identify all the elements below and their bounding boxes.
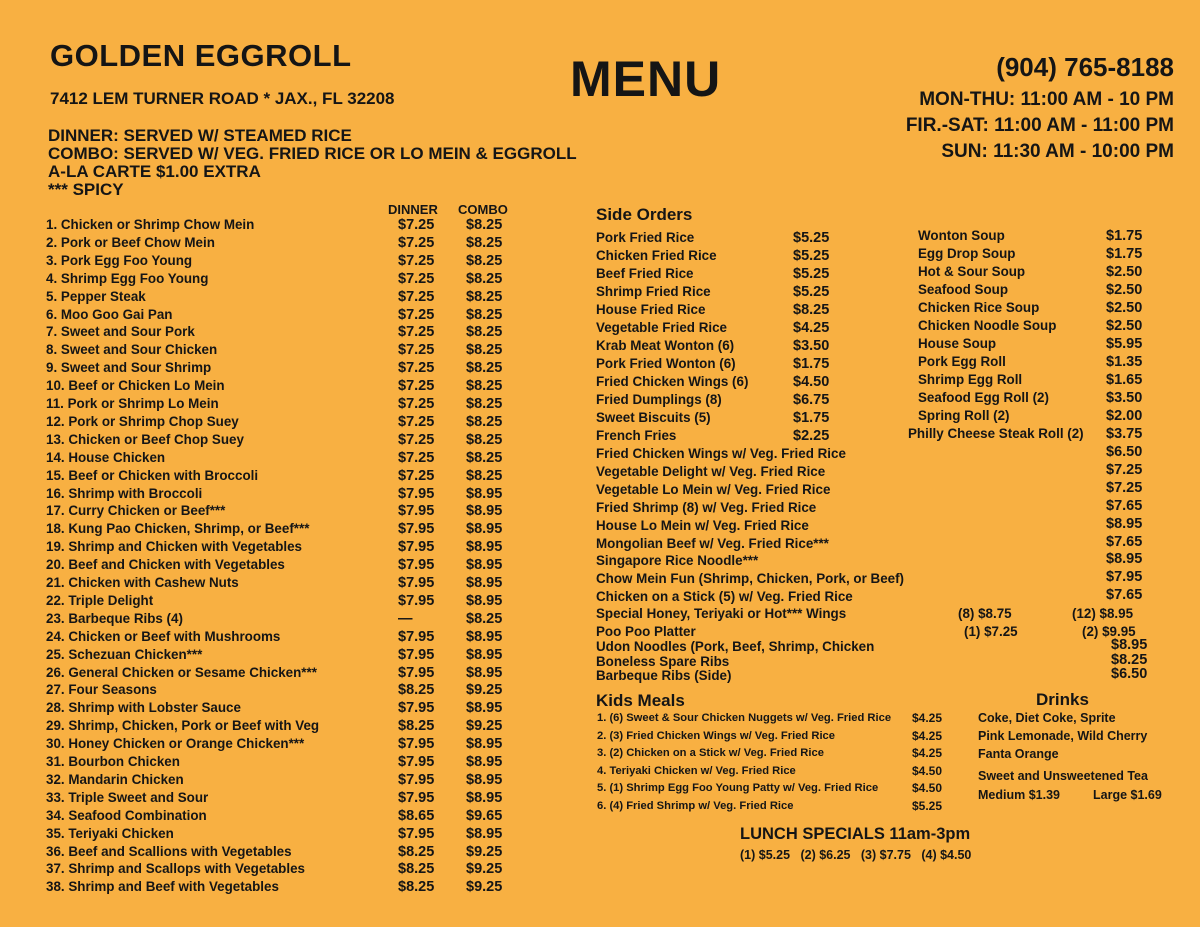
- menu-item-name: 26. General Chicken or Sesame Chicken***: [46, 664, 317, 680]
- menu-item-combo-price: $8.95: [466, 592, 503, 609]
- side-order-name: Chicken Fried Rice: [596, 248, 717, 263]
- menu-item-dinner-price: $7.25: [398, 378, 435, 395]
- menu-item-name: 5. Pepper Steak: [46, 288, 146, 304]
- kids-meal-price: $4.50: [912, 781, 943, 796]
- menu-item-combo-price: $8.25: [466, 217, 503, 233]
- side-tail-price: $8.95: [1111, 637, 1148, 653]
- menu-item-combo-price: $8.95: [466, 700, 503, 717]
- side-order-name: Sweet Biscuits (5): [596, 410, 711, 425]
- soup-roll-price: $2.50: [1106, 318, 1143, 334]
- menu-item-dinner-price: $7.25: [398, 306, 435, 323]
- menu-item-name: 7. Sweet and Sour Pork: [46, 324, 195, 340]
- menu-item-combo-price: $8.25: [466, 270, 503, 287]
- kids-meal-name: 1. (6) Sweet & Sour Chicken Nuggets w/ Veg. Fried Rice: [597, 712, 892, 724]
- menu-item-combo-price: $8.95: [466, 539, 503, 556]
- menu-item-name: 24. Chicken or Beef with Mushrooms: [46, 628, 281, 644]
- side-order-name: Fried Chicken Wings (6): [596, 374, 749, 389]
- side-tail-price: $6.50: [1111, 666, 1148, 682]
- drinks-line-3: Fanta Orange: [978, 747, 1059, 761]
- menu-item-combo-price: $8.25: [466, 234, 503, 251]
- menu-item-name: 12. Pork or Shrimp Chop Suey: [46, 413, 239, 429]
- menu-item-combo-price: $8.95: [466, 628, 503, 645]
- menu-item-dinner-price: $7.25: [398, 467, 435, 484]
- side-order-price: $1.75: [793, 356, 830, 372]
- menu-item-dinner-price: $7.95: [398, 754, 435, 770]
- menu-item-dinner-price: $8.25: [398, 861, 435, 878]
- kids-meal-name: 6. (4) Fried Shrimp w/ Veg. Fried Rice: [597, 800, 794, 812]
- menu-item-name: 10. Beef or Chicken Lo Mein: [46, 378, 225, 394]
- side-orders-title: Side Orders: [596, 205, 693, 224]
- menu-item-name: 33. Triple Sweet and Sour: [46, 789, 209, 805]
- menu-item-name: 36. Beef and Scallions with Vegetables: [46, 843, 292, 859]
- menu-item-dinner-price: $7.95: [398, 539, 435, 556]
- menu-item-dinner-price: $7.25: [398, 324, 435, 341]
- menu-item-dinner-price: $8.65: [398, 807, 435, 824]
- menu-item-dinner-price: $7.95: [398, 557, 435, 574]
- side-order-price: $5.25: [793, 266, 830, 282]
- side-tail-name: Udon Noodles (Pork, Beef, Shrimp, Chicken: [596, 639, 875, 654]
- menu-item-dinner-price: $7.95: [398, 485, 435, 502]
- soup-roll-name: Chicken Noodle Soup: [918, 318, 1057, 333]
- menu-item-combo-price: $8.95: [466, 503, 503, 520]
- soup-roll-price: $1.35: [1106, 354, 1143, 370]
- side-tail-name: Barbeque Ribs (Side): [596, 668, 732, 683]
- kids-meal-price: $4.25: [912, 746, 943, 761]
- side-order-price: $4.50: [793, 374, 830, 390]
- menu-item-dinner-price: $7.25: [398, 288, 435, 305]
- side-tail-name: Boneless Spare Ribs: [596, 653, 730, 669]
- menu-item-combo-price: $8.25: [466, 252, 503, 269]
- menu-item-combo-price: $9.25: [466, 682, 503, 699]
- restaurant-address: 7412 LEM TURNER ROAD * JAX., FL 32208: [50, 89, 395, 108]
- side-order-price: $8.25: [793, 302, 830, 318]
- drinks-title: Drinks: [1036, 690, 1089, 709]
- menu-item-combo-price: $8.25: [466, 610, 503, 627]
- side-special-price: $6.50: [1106, 444, 1143, 460]
- menu-item-combo-price: $8.25: [466, 413, 503, 430]
- side-tail-price: $8.25: [1111, 651, 1148, 668]
- soup-roll-price: $2.50: [1106, 282, 1143, 298]
- side-special-price: $7.65: [1106, 533, 1143, 550]
- lunch-specials-prices: (1) $5.25 (2) $6.25 (3) $7.75 (4) $4.50: [740, 848, 972, 862]
- soup-roll-price: $2.00: [1106, 408, 1143, 424]
- menu-item-name: 25. Schezuan Chicken***: [46, 646, 203, 662]
- menu-item-dinner-price: $7.95: [398, 575, 435, 591]
- menu-item-name: 13. Chicken or Beef Chop Suey: [46, 431, 244, 447]
- side-order-price: $3.50: [793, 338, 830, 354]
- lunch-specials-title: LUNCH SPECIALS 11am-3pm: [740, 825, 971, 843]
- column-header-combo: COMBO: [458, 202, 508, 217]
- menu-item-name: 14. House Chicken: [46, 449, 166, 465]
- side-order-name: French Fries: [596, 428, 677, 443]
- drinks-line-4: Sweet and Unsweetened Tea: [978, 769, 1148, 783]
- side-order-name: Pork Fried Wonton (6): [596, 356, 736, 371]
- menu-item-name: 18. Kung Pao Chicken, Shrimp, or Beef***: [46, 521, 310, 537]
- side-order-name: House Fried Rice: [596, 302, 706, 317]
- menu-item-dinner-price: —: [398, 610, 413, 627]
- soup-roll-name: Seafood Egg Roll (2): [918, 390, 1049, 405]
- soup-roll-name: Seafood Soup: [918, 282, 1009, 297]
- side-order-price: $5.25: [793, 248, 830, 264]
- menu-item-combo-price: $9.25: [466, 861, 503, 878]
- soup-roll-name: Philly Cheese Steak Roll (2): [908, 426, 1084, 441]
- menu-item-combo-price: $8.25: [466, 306, 503, 323]
- side-special-price: $7.65: [1106, 587, 1143, 604]
- soup-roll-price: $3.50: [1106, 390, 1143, 406]
- menu-title: MENU: [570, 51, 722, 107]
- menu-item-dinner-price: $7.95: [398, 700, 435, 717]
- menu-item-combo-price: $8.25: [466, 467, 503, 484]
- kids-meal-price: $5.25: [912, 799, 943, 813]
- soup-roll-price: $3.75: [1106, 426, 1143, 442]
- menu-item-combo-price: $8.95: [466, 521, 503, 538]
- side-order-name: Shrimp Fried Rice: [596, 284, 711, 299]
- menu-item-dinner-price: $7.95: [398, 789, 435, 806]
- menu-item-name: 17. Curry Chicken or Beef***: [46, 503, 226, 519]
- side-special-price: $7.25: [1106, 461, 1143, 478]
- menu-item-name: 37. Shrimp and Scallops with Vegetables: [46, 861, 305, 877]
- poo-poo-platter-opt2: (2) $9.95: [1082, 624, 1136, 639]
- soup-roll-name: Chicken Rice Soup: [918, 300, 1040, 315]
- menu-item-dinner-price: $7.95: [398, 646, 435, 663]
- side-order-price: $5.25: [793, 284, 830, 300]
- side-order-name: Vegetable Fried Rice: [596, 320, 727, 335]
- menu-item-combo-price: $8.25: [466, 360, 503, 377]
- side-special-price: $7.95: [1106, 569, 1143, 586]
- menu-item-name: 35. Teriyaki Chicken: [46, 825, 174, 841]
- soup-roll-price: $1.65: [1106, 372, 1143, 388]
- soup-roll-price: $2.50: [1106, 264, 1143, 280]
- side-order-price: $1.75: [793, 410, 830, 426]
- menu-item-dinner-price: $7.95: [398, 664, 435, 681]
- soup-roll-price: $1.75: [1106, 246, 1143, 262]
- menu-item-dinner-price: $7.25: [398, 413, 435, 430]
- side-special-name: Mongolian Beef w/ Veg. Fried Rice***: [596, 535, 829, 551]
- side-special-name: Chow Mein Fun (Shrimp, Chicken, Pork, or Beef): [596, 571, 905, 587]
- menu-item-combo-price: $8.95: [466, 825, 503, 842]
- menu-item-combo-price: $8.25: [466, 396, 503, 412]
- phone-number: (904) 765-8188: [996, 52, 1174, 82]
- menu-item-name: 6. Moo Goo Gai Pan: [46, 306, 173, 322]
- menu-item-dinner-price: $7.95: [398, 592, 435, 609]
- menu-item-combo-price: $8.95: [466, 646, 503, 663]
- menu-item-name: 27. Four Seasons: [46, 682, 157, 698]
- poo-poo-platter-name: Poo Poo Platter: [596, 624, 696, 639]
- menu-item-name: 23. Barbeque Ribs (4): [46, 610, 183, 626]
- menu-item-name: 30. Honey Chicken or Orange Chicken***: [46, 736, 305, 752]
- menu-item-name: 38. Shrimp and Beef with Vegetables: [46, 879, 279, 895]
- menu-item-dinner-price: $8.25: [398, 843, 435, 860]
- soup-roll-name: House Soup: [918, 336, 997, 351]
- column-header-dinner: DINNER: [388, 202, 438, 217]
- side-special-price: $7.25: [1106, 479, 1143, 496]
- menu-item-name: 34. Seafood Combination: [46, 807, 207, 823]
- menu-item-dinner-price: $7.95: [398, 736, 435, 753]
- side-order-price: $2.25: [793, 428, 830, 444]
- menu-item-combo-price: $8.95: [466, 575, 503, 591]
- side-special-price: $8.95: [1106, 551, 1143, 568]
- menu-item-dinner-price: $7.95: [398, 503, 435, 520]
- special-wings-name: Special Honey, Teriyaki or Hot*** Wings: [596, 606, 847, 621]
- menu-item-dinner-price: $7.25: [398, 342, 435, 359]
- soup-roll-name: Pork Egg Roll: [918, 354, 1006, 369]
- drinks-line-2: Pink Lemonade, Wild Cherry: [978, 729, 1148, 743]
- kids-meal-name: 2. (3) Fried Chicken Wings w/ Veg. Fried Rice: [597, 729, 836, 742]
- menu-item-dinner-price: $7.95: [398, 521, 435, 538]
- menu-item-name: 20. Beef and Chicken with Vegetables: [46, 557, 285, 573]
- menu-item-dinner-price: $8.25: [398, 718, 435, 735]
- special-wings-opt2: (12) $8.95: [1072, 606, 1134, 621]
- note-dinner: DINNER: SERVED W/ STEAMED RICE: [48, 126, 352, 145]
- soup-roll-name: Wonton Soup: [918, 228, 1005, 243]
- side-special-name: Chicken on a Stick (5) w/ Veg. Fried Rice: [596, 589, 853, 605]
- side-order-name: Fried Dumplings (8): [596, 392, 722, 407]
- menu-item-name: 19. Shrimp and Chicken with Vegetables: [46, 539, 302, 555]
- menu-item-dinner-price: $7.25: [398, 449, 435, 466]
- kids-meal-price: $4.50: [912, 763, 943, 778]
- menu-item-combo-price: $8.95: [466, 754, 503, 770]
- side-special-price: $8.95: [1106, 515, 1143, 532]
- menu-item-name: 28. Shrimp with Lobster Sauce: [46, 700, 241, 716]
- hours-sun: SUN: 11:30 AM - 10:00 PM: [941, 141, 1174, 162]
- menu-item-name: 8. Sweet and Sour Chicken: [46, 342, 218, 358]
- side-order-name: Krab Meat Wonton (6): [596, 338, 735, 353]
- kids-meal-name: 5. (1) Shrimp Egg Foo Young Patty w/ Veg. Fried Rice: [597, 782, 879, 795]
- kids-meal-name: 3. (2) Chicken on a Stick w/ Veg. Fried Rice: [597, 747, 824, 760]
- menu-item-combo-price: $8.95: [466, 736, 503, 753]
- menu-item-dinner-price: $7.95: [398, 825, 435, 842]
- soup-roll-name: Spring Roll (2): [918, 408, 1010, 423]
- menu-item-combo-price: $9.25: [466, 718, 503, 735]
- side-order-price: $5.25: [793, 230, 830, 246]
- menu-item-name: 4. Shrimp Egg Foo Young: [46, 270, 209, 286]
- menu-item-dinner-price: $7.95: [398, 628, 435, 645]
- menu-item-combo-price: $8.95: [466, 771, 503, 788]
- menu-item-dinner-price: $7.25: [398, 431, 435, 448]
- note-a-la-carte: A-LA CARTE $1.00 EXTRA: [48, 162, 261, 181]
- side-special-name: Fried Shrimp (8) w/ Veg. Fried Rice: [596, 499, 817, 515]
- drinks-medium: Medium $1.39: [978, 788, 1060, 802]
- menu-item-dinner-price: $7.25: [398, 217, 435, 233]
- poo-poo-platter-opt1: (1) $7.25: [964, 624, 1018, 639]
- menu-item-combo-price: $8.25: [466, 449, 503, 466]
- menu-item-combo-price: $8.25: [466, 431, 503, 448]
- menu-item-name: 15. Beef or Chicken with Broccoli: [46, 467, 259, 483]
- side-order-price: $6.75: [793, 392, 830, 408]
- menu-item-combo-price: $8.95: [466, 557, 503, 574]
- menu-item-dinner-price: $7.95: [398, 771, 435, 788]
- hours-fri-sat: FIR.-SAT: 11:00 AM - 11:00 PM: [905, 115, 1174, 136]
- menu-item-combo-price: $8.95: [466, 664, 503, 681]
- kids-meal-price: $4.25: [912, 728, 943, 743]
- side-order-name: Pork Fried Rice: [596, 230, 695, 245]
- menu-item-combo-price: $8.25: [466, 288, 503, 305]
- note-spicy: *** SPICY: [48, 180, 124, 199]
- menu-item-combo-price: $8.25: [466, 324, 503, 341]
- kids-meal-name: 4. Teriyaki Chicken w/ Veg. Fried Rice: [597, 764, 796, 777]
- soup-roll-name: Shrimp Egg Roll: [918, 372, 1023, 387]
- menu-item-dinner-price: $8.25: [398, 682, 435, 699]
- menu-item-name: 21. Chicken with Cashew Nuts: [46, 575, 239, 590]
- menu-item-dinner-price: $7.25: [398, 396, 435, 412]
- side-special-name: Fried Chicken Wings w/ Veg. Fried Rice: [596, 446, 846, 461]
- menu-item-name: 11. Pork or Shrimp Lo Mein: [46, 396, 219, 411]
- side-special-price: $7.65: [1106, 497, 1143, 514]
- side-special-name: Vegetable Lo Mein w/ Veg. Fried Rice: [596, 481, 831, 497]
- soup-roll-price: $2.50: [1106, 300, 1143, 316]
- hours-mon-thu: MON-THU: 11:00 AM - 10 PM: [919, 89, 1174, 110]
- menu-item-combo-price: $8.25: [466, 342, 503, 359]
- side-special-name: Vegetable Delight w/ Veg. Fried Rice: [596, 463, 826, 479]
- menu-item-name: 1. Chicken or Shrimp Chow Mein: [46, 217, 255, 232]
- menu-item-name: 2. Pork or Beef Chow Mein: [46, 234, 215, 250]
- menu-item-combo-price: $8.95: [466, 789, 503, 806]
- menu-item-combo-price: $9.25: [466, 843, 503, 860]
- special-wings-opt1: (8) $8.75: [958, 606, 1012, 621]
- menu-item-dinner-price: $7.25: [398, 270, 435, 287]
- menu-item-combo-price: $8.25: [466, 378, 503, 395]
- side-order-name: Beef Fried Rice: [596, 266, 694, 281]
- side-order-price: $4.25: [793, 320, 830, 336]
- drinks-large: Large $1.69: [1093, 788, 1162, 802]
- menu-item-name: 32. Mandarin Chicken: [46, 771, 184, 787]
- soup-roll-name: Hot & Sour Soup: [918, 264, 1026, 279]
- soup-roll-name: Egg Drop Soup: [918, 246, 1016, 261]
- soup-roll-price: $1.75: [1106, 228, 1143, 244]
- menu-item-combo-price: $8.95: [466, 485, 503, 502]
- side-special-name: House Lo Mein w/ Veg. Fried Rice: [596, 517, 809, 533]
- note-combo: COMBO: SERVED W/ VEG. FRIED RICE OR LO MEIN & EGGROLL: [48, 144, 577, 163]
- drinks-line-1: Coke, Diet Coke, Sprite: [978, 711, 1116, 725]
- menu-item-dinner-price: $7.25: [398, 234, 435, 251]
- menu-item-dinner-price: $7.25: [398, 252, 435, 269]
- kids-meal-price: $4.25: [912, 711, 943, 725]
- restaurant-name: GOLDEN EGGROLL: [50, 38, 352, 73]
- menu-item-combo-price: $9.25: [466, 879, 503, 896]
- side-special-name: Singapore Rice Noodle***: [596, 553, 759, 569]
- menu-item-dinner-price: $8.25: [398, 879, 435, 896]
- menu-item-dinner-price: $7.25: [398, 360, 435, 377]
- menu-item-name: 3. Pork Egg Foo Young: [46, 252, 193, 268]
- menu-item-name: 16. Shrimp with Broccoli: [46, 485, 203, 501]
- menu-item-combo-price: $9.65: [466, 807, 503, 824]
- menu-item-name: 29. Shrimp, Chicken, Pork or Beef with Veg: [46, 718, 320, 734]
- kids-meals-title: Kids Meals: [596, 691, 685, 710]
- menu-item-name: 31. Bourbon Chicken: [46, 754, 180, 769]
- menu-item-name: 9. Sweet and Sour Shrimp: [46, 360, 212, 376]
- soup-roll-price: $5.95: [1106, 336, 1143, 352]
- menu-item-name: 22. Triple Delight: [46, 592, 154, 608]
